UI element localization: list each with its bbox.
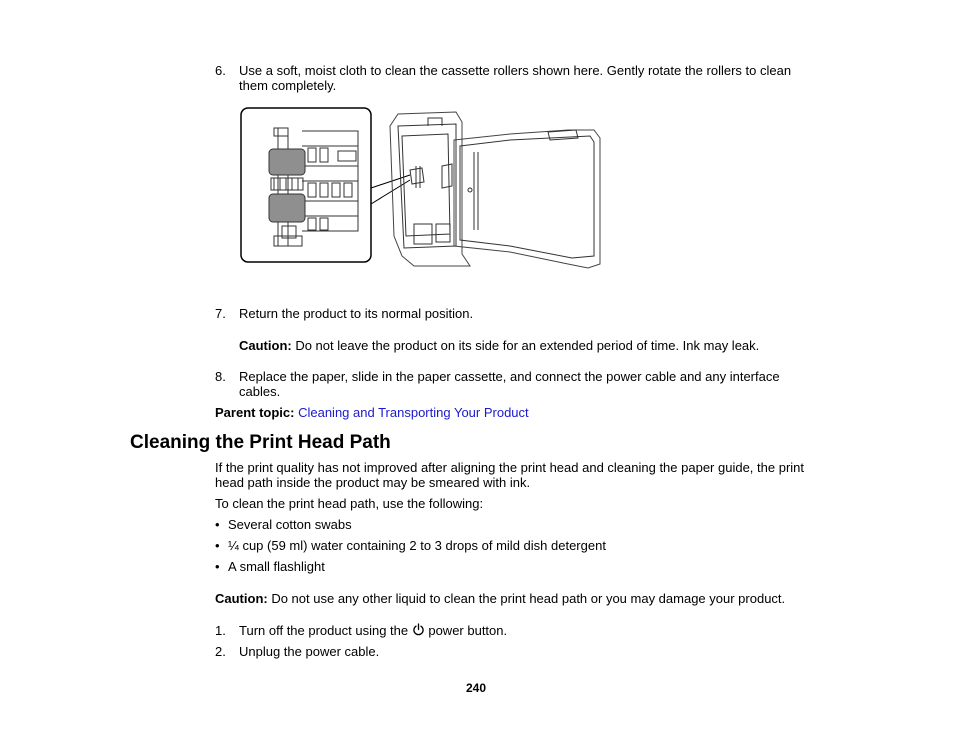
parent-topic	[215, 405, 529, 420]
section-heading: Cleaning the Print Head Path	[130, 432, 391, 453]
upper-roller	[269, 149, 305, 175]
step-2-number: 2.	[215, 644, 226, 659]
parent-topic-link[interactable]: Cleaning and Transporting Your Product	[298, 405, 529, 420]
step-8-text-line1: Replace the paper, slide in the paper cassette, and connect the power cable and any interface	[239, 369, 780, 384]
use-following-text: To clean the print head path, use the following:	[215, 496, 484, 511]
intro-line1: If the print quality has not improved after aligning the print head and cleaning the paper guide, the print	[215, 460, 804, 475]
list-item: Several cotton swabs	[228, 517, 352, 532]
bullet-mark: •	[215, 559, 220, 574]
step-6-number: 6.	[215, 63, 226, 78]
parent-topic-label: Parent topic:	[215, 405, 295, 420]
step-6-text-line1: Use a soft, moist cloth to clean the cassette rollers shown here. Gently rotate the rollers to clean	[239, 63, 792, 78]
step-7-text: Return the product to its normal position.	[239, 306, 474, 321]
caution-note-2	[215, 591, 785, 606]
caution-note-1	[239, 338, 759, 353]
step-1-number: 1.	[215, 623, 226, 638]
caution-text: Do not use any other liquid to clean the print head path or you may damage your product.	[267, 591, 786, 606]
step-8-text-line2: cables.	[239, 384, 281, 399]
intro-line2: head path inside the product may be smeared with ink.	[215, 475, 531, 490]
list-item: A small flashlight	[228, 559, 325, 574]
lower-roller	[269, 194, 305, 222]
step-7-number: 7.	[215, 306, 226, 321]
caution-text: Do not leave the product on its side for an extended period of time. Ink may leak.	[291, 338, 760, 353]
list-item: ¼ cup (59 ml) water containing 2 to 3 drops of mild dish detergent	[228, 538, 606, 553]
step-1-text-after: power button.	[424, 623, 508, 638]
bullet-mark: •	[215, 538, 220, 553]
caution-label: Caution:	[239, 338, 292, 353]
cassette-rollers-illustration	[238, 106, 602, 272]
step-1-text	[239, 623, 507, 638]
caution-label: Caution:	[215, 591, 268, 606]
step-6-text-line2: them completely.	[239, 78, 337, 93]
step-2-text: Unplug the power cable.	[239, 644, 380, 659]
power-icon	[412, 623, 425, 636]
step-8-number: 8.	[215, 369, 226, 384]
page-number: 240	[466, 681, 487, 695]
bullet-mark: •	[215, 517, 220, 532]
step-1-text-before: Turn off the product using the	[239, 623, 412, 638]
